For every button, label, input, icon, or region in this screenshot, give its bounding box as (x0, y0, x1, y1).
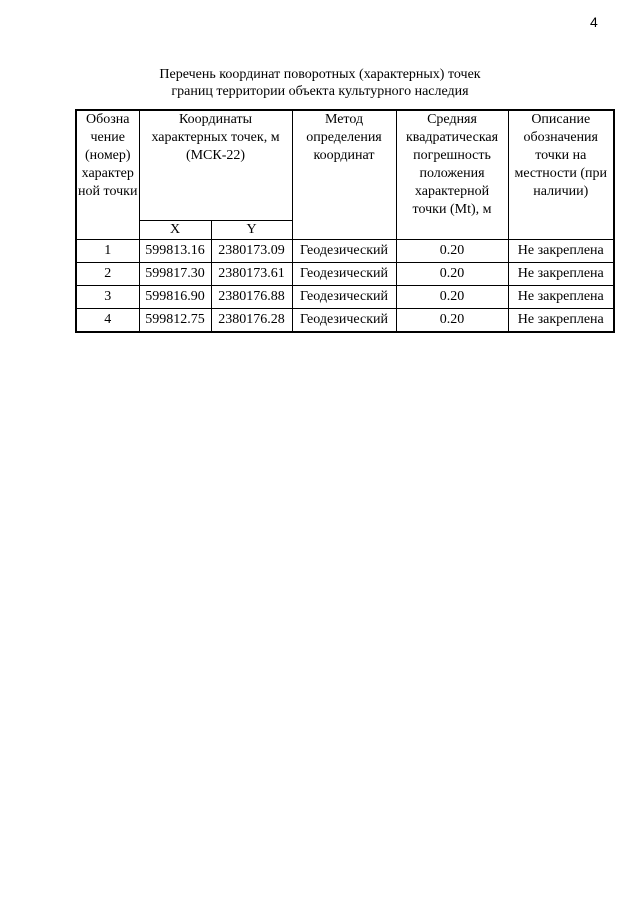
cell-y: 2380176.88 (211, 286, 292, 309)
title-line-2: границ территории объекта культурного наследия (171, 84, 469, 99)
coordinates-table (75, 109, 615, 333)
header-method: Метод определения координат (292, 110, 396, 240)
table-row (76, 240, 614, 263)
cell-y: 2380173.09 (211, 240, 292, 263)
cell-point-number: 2 (76, 263, 139, 286)
header-description: Описание обозначения точки на местности (при наличии) (508, 110, 614, 240)
cell-method: Геодезический (292, 263, 396, 286)
page-number: 4 (590, 14, 598, 30)
cell-x: 599816.90 (139, 286, 211, 309)
cell-description: Не закреплена (508, 286, 614, 309)
cell-x: 599812.75 (139, 309, 211, 333)
header-designation: Обозна чение (номер) характер ной точки (76, 110, 139, 240)
cell-description: Не закреплена (508, 309, 614, 333)
cell-error: 0.20 (396, 309, 508, 333)
cell-point-number: 3 (76, 286, 139, 309)
cell-method: Геодезический (292, 286, 396, 309)
cell-method: Геодезический (292, 240, 396, 263)
cell-x: 599813.16 (139, 240, 211, 263)
cell-y: 2380173.61 (211, 263, 292, 286)
cell-error: 0.20 (396, 286, 508, 309)
cell-method: Геодезический (292, 309, 396, 333)
cell-description: Не закреплена (508, 240, 614, 263)
cell-error: 0.20 (396, 263, 508, 286)
cell-point-number: 1 (76, 240, 139, 263)
header-error: Средняя квадратическая погрешность положения характерной точки (Mt), м (396, 110, 508, 240)
header-x: X (139, 221, 211, 240)
header-y: Y (211, 221, 292, 240)
cell-description: Не закреплена (508, 263, 614, 286)
cell-error: 0.20 (396, 240, 508, 263)
cell-x: 599817.30 (139, 263, 211, 286)
table-row (76, 263, 614, 286)
header-coordinates: Координаты характерных точек, м (МСК-22) (139, 110, 292, 221)
cell-point-number: 4 (76, 309, 139, 333)
cell-y: 2380176.28 (211, 309, 292, 333)
document-title (0, 66, 640, 100)
table-row (76, 286, 614, 309)
table-row (76, 309, 614, 333)
title-line-1: Перечень координат поворотных (характерных) точек (159, 67, 481, 82)
